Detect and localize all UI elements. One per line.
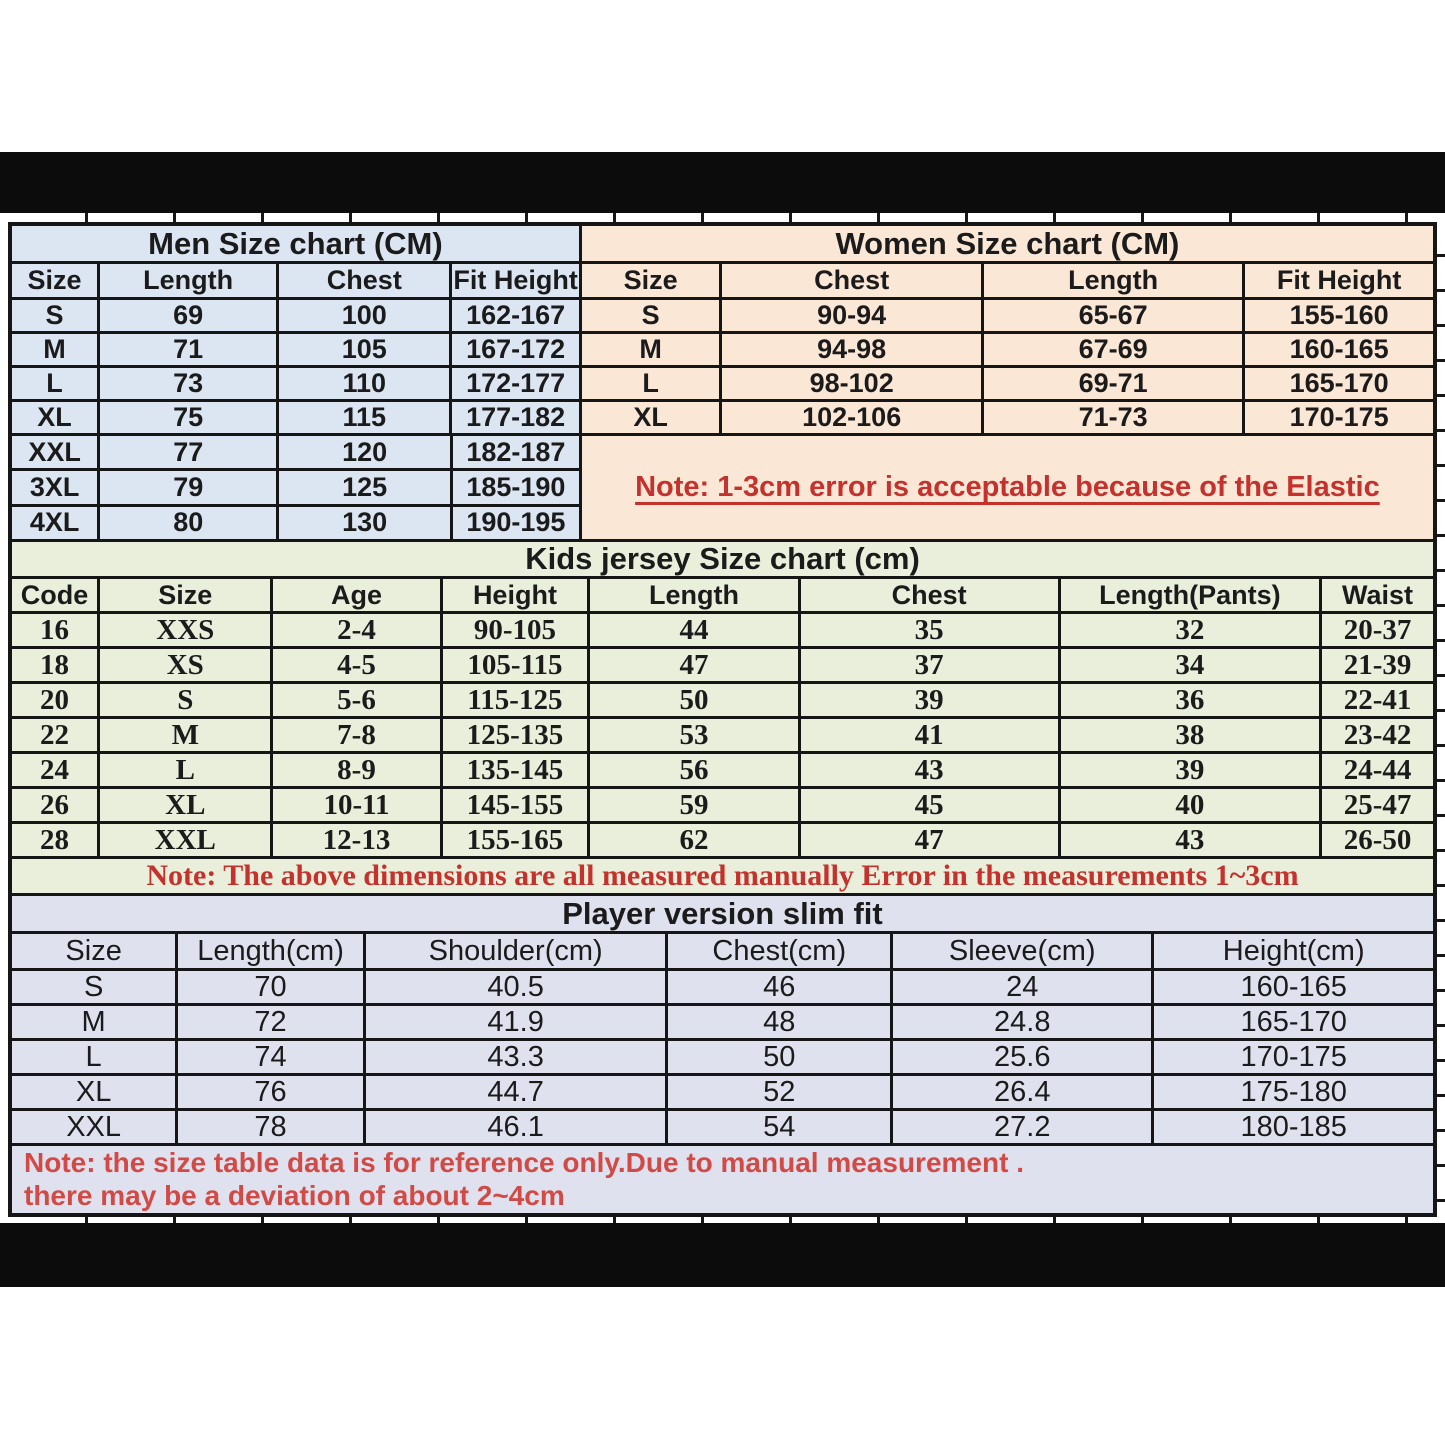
table-cell: Size (12, 934, 178, 968)
table-cell: 44 (590, 614, 800, 646)
table-row (12, 971, 1433, 1006)
table-cell: 41 (801, 719, 1061, 751)
table-row (12, 1111, 1433, 1146)
table-cell: 115-125 (443, 684, 591, 716)
table-cell: 145-155 (443, 789, 591, 821)
table-cell: 46.1 (366, 1111, 669, 1143)
table-cell: 40.5 (366, 971, 669, 1003)
table-cell: S (12, 300, 100, 331)
table-cell: Age (273, 579, 442, 611)
bottom-black-bar (0, 1223, 1445, 1287)
table-cell: Size (12, 264, 100, 297)
table-cell: 80 (100, 507, 279, 539)
table-cell: 53 (590, 719, 800, 751)
table-cell: 43 (801, 754, 1061, 786)
table-cell: 172-177 (452, 368, 581, 399)
table-cell: 18 (12, 649, 100, 681)
table-cell: 24 (893, 971, 1154, 1003)
table-cell: 130 (279, 507, 453, 539)
table-cell: S (582, 300, 723, 331)
table-cell: 69 (100, 300, 279, 331)
kids-title-row (12, 542, 1433, 579)
table-cell: M (582, 334, 723, 365)
table-cell: 2-4 (273, 614, 442, 646)
men-women-header-row (12, 264, 1433, 300)
table-cell: Fit Height (452, 264, 581, 297)
table-cell: 160-165 (1154, 971, 1433, 1003)
table-cell: 50 (590, 684, 800, 716)
table-cell: Waist (1322, 579, 1433, 611)
table-cell: Length (984, 264, 1245, 297)
kids-note-row (12, 859, 1433, 896)
table-cell: 110 (279, 368, 452, 399)
table-cell: Sleeve(cm) (893, 934, 1154, 968)
table-cell: 125 (279, 471, 453, 503)
table-cell: 177-182 (452, 402, 581, 433)
kids-data-rows (12, 614, 1433, 859)
table-cell: 79 (100, 471, 279, 503)
table-cell: XS (100, 649, 273, 681)
table-cell: Height (443, 579, 591, 611)
table-row (12, 471, 582, 506)
women-note-text: Note: 1-3cm error is acceptable because of the Elastic (635, 471, 1380, 503)
table-cell: 34 (1061, 649, 1322, 681)
table-cell: Size (582, 264, 723, 297)
table-cell: M (12, 1006, 178, 1038)
table-row (12, 368, 1433, 402)
table-cell: 105-115 (443, 649, 591, 681)
bottom-note-block (12, 1146, 1433, 1213)
table-cell: Chest(cm) (668, 934, 893, 968)
table-cell: 10-11 (273, 789, 442, 821)
table-cell: 27.2 (893, 1111, 1154, 1143)
table-cell: 40 (1061, 789, 1322, 821)
table-row (12, 789, 1433, 824)
table-cell: 24-44 (1322, 754, 1433, 786)
table-cell: L (582, 368, 723, 399)
table-cell: 54 (668, 1111, 893, 1143)
table-cell: 4-5 (273, 649, 442, 681)
table-cell: 115 (279, 402, 452, 433)
table-cell: 165-170 (1154, 1006, 1433, 1038)
table-cell: 52 (668, 1076, 893, 1108)
table-cell: 41.9 (366, 1006, 669, 1038)
table-cell: 105 (279, 334, 452, 365)
table-cell: 23-42 (1322, 719, 1433, 751)
table-cell: 37 (801, 649, 1061, 681)
table-cell: 77 (100, 436, 279, 468)
table-cell: 35 (801, 614, 1061, 646)
table-cell: 120 (279, 436, 453, 468)
kids-table-title: Kids jersey Size chart (cm) (12, 542, 1433, 576)
table-row (12, 507, 582, 539)
table-cell: 90-94 (722, 300, 983, 331)
table-cell: 56 (590, 754, 800, 786)
table-cell: 38 (1061, 719, 1322, 751)
kids-header-row (12, 579, 1433, 614)
table-row (12, 1041, 1433, 1076)
table-cell: XXL (12, 436, 100, 468)
table-cell: S (12, 971, 178, 1003)
table-cell: 135-145 (443, 754, 591, 786)
table-cell: 43 (1061, 824, 1322, 856)
table-cell: 160-165 (1245, 334, 1433, 365)
table-cell: 20 (12, 684, 100, 716)
table-cell: XL (100, 789, 273, 821)
table-cell: 65-67 (984, 300, 1245, 331)
table-cell: 28 (12, 824, 100, 856)
table-cell: 26.4 (893, 1076, 1154, 1108)
table-cell: 5-6 (273, 684, 442, 716)
men-extra-rows-and-women-note (12, 436, 1433, 542)
table-cell: 25-47 (1322, 789, 1433, 821)
table-cell: M (12, 334, 100, 365)
table-row (12, 684, 1433, 719)
table-cell: 165-170 (1245, 368, 1433, 399)
table-cell: 45 (801, 789, 1061, 821)
table-cell: Length(cm) (178, 934, 366, 968)
spreadsheet-edge-sliver (1437, 222, 1445, 1217)
table-cell: 155-160 (1245, 300, 1433, 331)
table-row (12, 719, 1433, 754)
table-cell: 190-195 (453, 507, 582, 539)
table-cell: 182-187 (453, 436, 582, 468)
table-cell: Chest (279, 264, 452, 297)
table-cell: 4XL (12, 507, 100, 539)
table-cell: Length (590, 579, 800, 611)
men-women-title-row (12, 226, 1433, 264)
table-cell: 72 (178, 1006, 366, 1038)
women-table-title: Women Size chart (CM) (582, 226, 1433, 261)
table-cell: 62 (590, 824, 800, 856)
table-cell: L (12, 368, 100, 399)
table-cell: 73 (100, 368, 279, 399)
table-cell: 26 (12, 789, 100, 821)
table-cell: 43.3 (366, 1041, 669, 1073)
table-cell: 12-13 (273, 824, 442, 856)
kids-note-text: Note: The above dimensions are all measured manually Error in the measurements 1~3cm (146, 859, 1299, 892)
table-cell: 78 (178, 1111, 366, 1143)
spreadsheet-ticks-top (0, 213, 1445, 222)
table-cell: XXS (100, 614, 273, 646)
table-cell: Chest (801, 579, 1061, 611)
table-cell: 20-37 (1322, 614, 1433, 646)
table-row (12, 649, 1433, 684)
table-row (12, 300, 1433, 334)
table-cell: 100 (279, 300, 452, 331)
table-cell: XL (582, 402, 723, 433)
table-cell: Chest (722, 264, 983, 297)
table-cell: 76 (178, 1076, 366, 1108)
table-cell: S (100, 684, 273, 716)
table-cell: XXL (100, 824, 273, 856)
table-cell: 22-41 (1322, 684, 1433, 716)
table-cell: 22 (12, 719, 100, 751)
table-cell: 47 (801, 824, 1061, 856)
top-black-bar (0, 152, 1445, 213)
table-cell: 24.8 (893, 1006, 1154, 1038)
table-cell: 71 (100, 334, 279, 365)
table-cell: 74 (178, 1041, 366, 1073)
table-cell: 3XL (12, 471, 100, 503)
table-cell: 170-175 (1154, 1041, 1433, 1073)
table-cell: 70 (178, 971, 366, 1003)
size-chart-table (8, 222, 1437, 1217)
table-cell: 180-185 (1154, 1111, 1433, 1143)
table-row (12, 614, 1433, 649)
bottom-note-line1: Note: the size table data is for reference only.Due to manual measurement . (24, 1147, 1024, 1178)
table-cell: 67-69 (984, 334, 1245, 365)
table-cell: 48 (668, 1006, 893, 1038)
player-title-row (12, 896, 1433, 934)
table-cell: 59 (590, 789, 800, 821)
table-cell: 8-9 (273, 754, 442, 786)
table-cell: Fit Height (1245, 264, 1433, 297)
table-cell: 26-50 (1322, 824, 1433, 856)
table-cell: 39 (1061, 754, 1322, 786)
table-cell: Length (100, 264, 279, 297)
table-cell: 94-98 (722, 334, 983, 365)
table-cell: 175-180 (1154, 1076, 1433, 1108)
table-cell: 16 (12, 614, 100, 646)
table-cell: 125-135 (443, 719, 591, 751)
women-note-cell (582, 436, 1433, 539)
table-cell: XL (12, 402, 100, 433)
table-cell: M (100, 719, 273, 751)
table-cell: XL (12, 1076, 178, 1108)
men-table-title: Men Size chart (CM) (12, 226, 582, 261)
player-data-rows (12, 971, 1433, 1146)
table-cell: Length(Pants) (1061, 579, 1322, 611)
table-cell: 21-39 (1322, 649, 1433, 681)
table-cell: Shoulder(cm) (366, 934, 669, 968)
table-cell: XXL (12, 1111, 178, 1143)
player-header-row (12, 934, 1433, 971)
table-cell: 102-106 (722, 402, 983, 433)
table-row (12, 334, 1433, 368)
table-cell: 155-165 (443, 824, 591, 856)
table-cell: 47 (590, 649, 800, 681)
men-extra-rows (12, 436, 582, 539)
table-row (12, 1076, 1433, 1111)
table-cell: 185-190 (453, 471, 582, 503)
table-cell: 162-167 (452, 300, 581, 331)
table-cell: 24 (12, 754, 100, 786)
table-cell: L (100, 754, 273, 786)
bottom-note-line2: there may be a deviation of about 2~4cm (24, 1180, 565, 1211)
table-row (12, 436, 582, 471)
table-cell: 69-71 (984, 368, 1245, 399)
table-cell: Size (100, 579, 273, 611)
table-cell: 39 (801, 684, 1061, 716)
men-women-data-rows (12, 300, 1433, 436)
table-cell: 32 (1061, 614, 1322, 646)
table-cell: 71-73 (984, 402, 1245, 433)
table-cell: 44.7 (366, 1076, 669, 1108)
table-cell: 7-8 (273, 719, 442, 751)
kids-note-cell (12, 859, 1433, 893)
player-table-title: Player version slim fit (12, 896, 1433, 931)
table-cell: 167-172 (452, 334, 581, 365)
table-cell: Code (12, 579, 100, 611)
table-cell: L (12, 1041, 178, 1073)
table-cell: 46 (668, 971, 893, 1003)
table-cell: 98-102 (722, 368, 983, 399)
table-cell: 50 (668, 1041, 893, 1073)
table-cell: 170-175 (1245, 402, 1433, 433)
table-cell: 36 (1061, 684, 1322, 716)
table-row (12, 1006, 1433, 1041)
table-cell: 25.6 (893, 1041, 1154, 1073)
table-row (12, 754, 1433, 789)
table-cell: 75 (100, 402, 279, 433)
table-row (12, 824, 1433, 859)
table-cell: Height(cm) (1154, 934, 1433, 968)
table-row (12, 402, 1433, 436)
table-cell: 90-105 (443, 614, 591, 646)
